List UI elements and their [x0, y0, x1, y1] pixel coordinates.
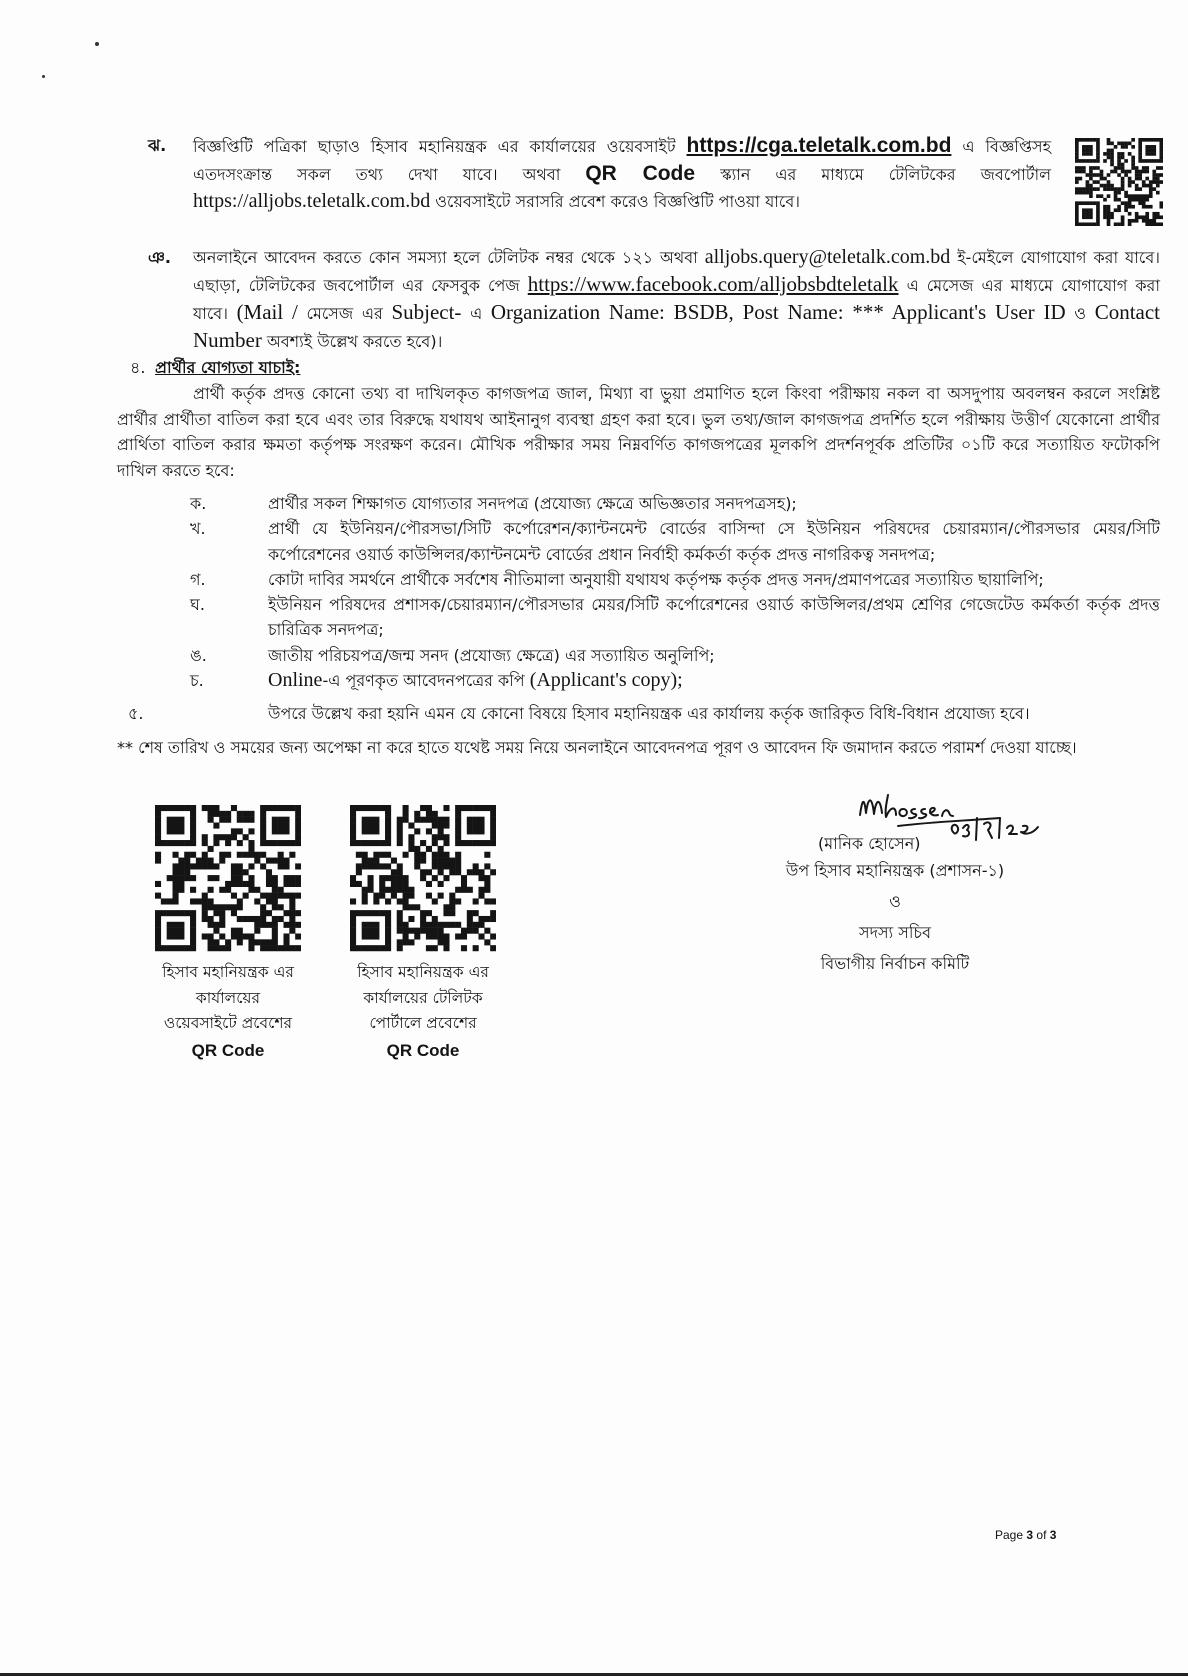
list-item	[190, 516, 1160, 567]
qr-code-label: QR Code	[585, 162, 696, 185]
text-segment: অনলাইনে আবেদন করতে কোন সমস্যা হলে টেলিটক নম্বর থেকে ১২১ অথবা	[193, 248, 698, 267]
text-segment-en: (Mail /	[236, 300, 298, 324]
list-item-text: প্রার্থী যে ইউনিয়ন/পৌরসভা/সিটি কর্পোরেশন/ক্যান্টনমেন্ট বোর্ডের বাসিন্দা সে ইউনিয়ন পরিষদের চেয়ারম্যান/পৌরসভার মেয়র/সিটি কর্পোরেশনের ওয়ার্ড কাউন্সিলর/ক্যান্টনমেন্ট বোর্ডের প্রধান নির্বাহী কর্মকর্তা কর্তৃক প্রদত্ত নাগরিকত্ব সনদপত্র;	[268, 519, 1160, 564]
section-4-paragraph: প্রার্থী কর্তৃক প্রদত্ত কোনো তথ্য বা দাখিলকৃত কাগজপত্র জাল, মিথ্যা বা ভুয়া প্রমাণিত হলে কিংবা পরীক্ষায় নকল বা অসদুপায় অবলম্বন করলে সংশ্লিষ্ট প্রার্থীর প্রার্থীতা বাতিল করা হবে এবং তার বিরুদ্ধে যথাযথ আইনানুগ ব্যবস্থা গ্রহণ করা হবে। ভুল তথ্য/জাল কাগজপত্র প্রদর্শিত হলে পরীক্ষায় উত্তীর্ণ যেকোনো প্রার্থীর প্রার্থিতা বাতিল করার ক্ষমতা কর্তৃপক্ষ সংরক্ষণ করেন। মৌখিক পরীক্ষার সময় নিম্নবর্ণিত কাগজপত্রের মূলকপি প্রদর্শনপূর্বক প্রতিটির ০১টি করে সত্যায়িত ফটোকপি দাখিল করতে হবে:	[117, 384, 1160, 480]
qr-caption-line: হিসাব মহানিয়ন্ত্রক এর	[357, 963, 489, 982]
advisory-note: ** শেষ তারিখ ও সময়ের জন্য অপেক্ষা না করে হাতে যথেষ্ট সময় নিয়ে অনলাইনে আবেদনপত্র পূরণ ও আবেদন ফি জমাদান করতে পরামর্শ দেওয়া যাচ্ছে।	[117, 738, 1077, 758]
qr-block-website	[133, 804, 323, 1064]
signatory-designation: উপ হিসাব মহানিয়ন্ত্রক (প্রশাসন-১)	[785, 861, 1005, 881]
item-text	[193, 132, 1051, 215]
section-4-heading	[130, 355, 1188, 381]
list-item-label: ক.	[190, 494, 207, 513]
facebook-page-url: https://www.facebook.com/alljobsbdteletalk	[527, 272, 899, 296]
list-item	[190, 668, 1160, 693]
text-segment: এ	[470, 304, 483, 323]
qr-caption	[328, 960, 518, 1064]
page-total: 3	[1049, 1528, 1057, 1542]
signatory-block	[745, 855, 1045, 979]
cga-website-url: https://cga.teletalk.com.bd	[686, 134, 952, 157]
list-item	[190, 491, 1160, 516]
list-item-label: খ.	[190, 519, 206, 539]
list-item	[190, 643, 1160, 668]
qr-code-teletalk	[350, 804, 496, 952]
text-segment: ই-মেইলে যোগাযোগ করা যাবে। এছাড়া, টেলিটকের জবপোর্টাল এর ফেসবুক পেজ	[193, 248, 1160, 295]
alljobs-website-url: https://alljobs.teletalk.com.bd	[193, 190, 431, 212]
section-5	[128, 701, 1160, 727]
documents-list	[190, 491, 1160, 693]
page-of: of	[1036, 1528, 1047, 1542]
section-number: ৪.	[130, 358, 146, 377]
signatory-committee: বিভাগীয় নির্বাচন কমিটি	[820, 954, 970, 974]
text-segment: ওয়েবসাইটে সরাসরি প্রবেশ করেও বিজ্ঞপ্তিটি পাওয়া যাবে।	[435, 192, 800, 211]
section-title: প্রার্থীর যোগ্যতা যাচাই:	[155, 358, 301, 377]
signatory-name: (মানিক হোসেন)	[818, 834, 921, 854]
qr-caption	[133, 960, 323, 1064]
qr-code-website	[155, 804, 301, 952]
list-item-text: জাতীয় পরিচয়পত্র/জন্ম সনদ (প্রযোজ্য ক্ষেত্রে) এর সত্যায়িত অনুলিপি;	[268, 645, 715, 665]
list-item	[190, 567, 1160, 592]
text-segment: এ বিজ্ঞপ্তিসহ এতদসংক্রান্ত সকল তথ্য দেখা যাবে। অথবা	[193, 137, 1051, 184]
qr-code-label: QR Code	[191, 1040, 265, 1060]
item-jha	[148, 132, 1052, 215]
list-item-text: প্রার্থীর সকল শিক্ষাগত যোগ্যতার সনদপত্র (প্রযোজ্য ক্ষেত্রে অভিজ্ঞতার সনদপত্রসহ);	[268, 494, 797, 513]
list-item-label: ঙ.	[190, 645, 207, 665]
scan-speck	[42, 75, 45, 78]
list-item-label: গ.	[190, 569, 206, 589]
qr-caption-line: পোর্টালে প্রবেশের	[369, 1014, 477, 1033]
section-number: ৫.	[128, 704, 144, 724]
text-segment: মেসেজ এর	[306, 304, 383, 323]
page-prefix: Page	[995, 1528, 1024, 1542]
section-5-text: উপরে উল্লেখ করা হয়নি এমন যে কোনো বিষয়ে হিসাব মহানিয়ন্ত্রক এর কার্যালয় কর্তৃক জারিকৃত বিধি-বিধান প্রযোজ্য হবে।	[268, 704, 1030, 724]
qr-caption-line: ওয়েবসাইটে প্রবেশের	[163, 1014, 293, 1033]
text-segment-en: Subject-	[391, 300, 462, 324]
list-item-text: কোটা দাবির সমর্থনে প্রার্থীকে সর্বশেষ নীতিমালা অনুযায়ী যথাযথ কর্তৃপক্ষ কর্তৃক প্রদত্ত সনদ/প্রমাণপত্রের সত্যায়িত ছায়ালিপি;	[268, 569, 1044, 589]
qr-code-label: QR Code	[386, 1040, 460, 1060]
list-item	[190, 592, 1160, 643]
qr-caption-line: কার্যালয়ের	[195, 988, 261, 1007]
qr-caption-line: কার্যালয়ের টেলিটক	[363, 988, 483, 1007]
text-segment: ও	[1074, 304, 1087, 323]
item-nya	[148, 244, 1161, 355]
qr-block-teletalk	[328, 804, 518, 1064]
signatory-conjunction: ও	[889, 892, 901, 912]
text-segment: স্ক্যান এর মাধ্যমে টেলিটকের জবপোর্টাল	[720, 165, 1052, 184]
text-segment: এ মেসেজ এর মাধ্যমে যোগাযোগ করা যাবে।	[193, 276, 1160, 323]
qr-and-signature-section	[0, 787, 1188, 1067]
text-segment: বিজ্ঞপ্তিটি পত্রিকা ছাড়াও হিসাব মহানিয়ন্ত্রক এর কার্যালয়ের ওয়েবসাইট	[193, 137, 676, 156]
item-label: ঝ.	[148, 136, 167, 155]
item-text	[193, 244, 1160, 355]
list-item-label: চ.	[190, 671, 204, 691]
text-segment: অবশ্যই উল্লেখ করতে হবে)।	[266, 332, 443, 351]
scan-speck	[95, 42, 99, 46]
support-email: alljobs.query@teletalk.com.bd	[704, 246, 951, 268]
signatory-role: সদস্য সচিব	[859, 923, 931, 943]
text-segment-en: Organization Name: BSDB, Post Name: *** Applicant's User ID	[490, 300, 1066, 324]
list-item-text: ইউনিয়ন পরিষদের প্রশাসক/চেয়ারম্যান/পৌরসভার মেয়র/সিটি কর্পোরেশনের ওয়ার্ড কাউন্সিলর/প্রথম শ্রেণির গেজেটেড কর্মকর্তা কর্তৃক প্রদত্ত চারিত্রিক সনদপত্র;	[268, 595, 1160, 640]
list-item-text-en: Online	[268, 669, 323, 692]
list-item-text-en: (Applicant's copy);	[529, 669, 683, 692]
list-item-label: ঘ.	[190, 595, 205, 615]
page-number	[995, 1528, 1056, 1542]
page-current: 3	[1026, 1528, 1034, 1542]
qr-caption-line: হিসাব মহানিয়ন্ত্রক এর	[162, 963, 294, 982]
text-segment-en: Contact Number	[193, 300, 1161, 352]
list-item-text: -এ পূরণকৃত আবেদনপত্রের কপি	[322, 671, 525, 691]
document-body	[0, 132, 1188, 1067]
item-label: ঞ.	[148, 248, 171, 267]
